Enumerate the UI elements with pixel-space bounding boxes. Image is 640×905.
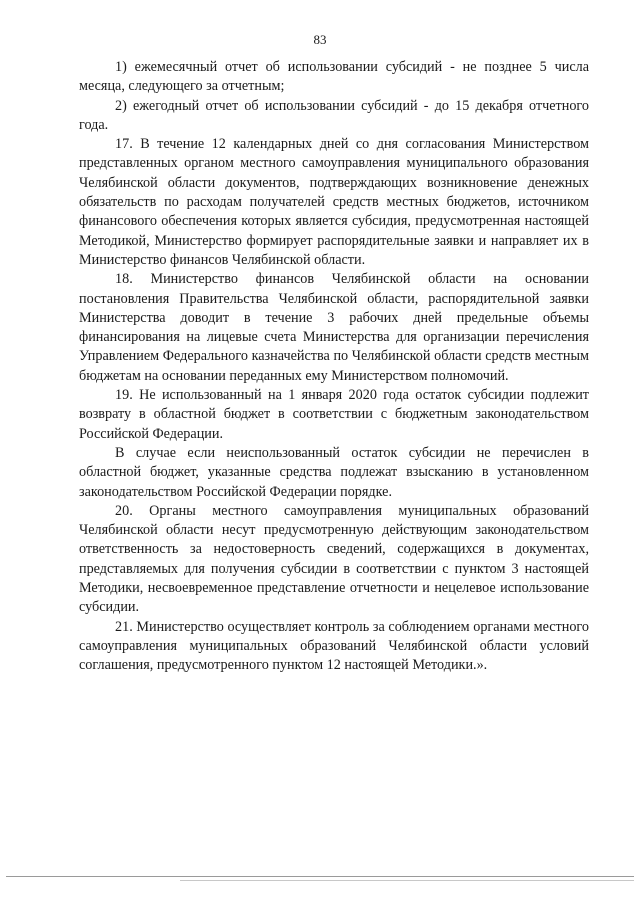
scan-edge-line-secondary <box>180 880 634 881</box>
document-body <box>79 58 589 676</box>
paragraph-monthly-report: 1) ежемесячный отчет об использовании субсидий - не позднее 5 числа месяца, следующего за отчетным; <box>79 59 589 95</box>
paragraph-item-17: 17. В течение 12 календарных дней со дня согласования Министерством представленных органом местного самоуправления муниципального образования Челябинской области документов, подтверждающих возникновение денежных обязательств по расходам получателей средств местных бюджетов, источником финансового обеспечения которых является субсидия, предусмотренная настоящей Методикой, Министерство формирует распорядительные заявки и направляет их в Министерство финансов Челябинской области. <box>79 136 589 268</box>
paragraph-unused-balance: В случае если неиспользованный остаток субсидии не перечислен в областной бюджет, указанные средства подлежат взысканию в установленном законодательством Российской Федерации порядке. <box>79 444 589 500</box>
paragraph-annual-report: 2) ежегодный отчет об использовании субсидий - до 15 декабря отчетного года. <box>79 97 589 133</box>
scan-edge-line <box>6 876 634 877</box>
paragraph-item-19: 19. Не использованный на 1 января 2020 года остаток субсидии подлежит возврату в областной бюджет в соответствии с бюджетным законодательством Российской Федерации. <box>79 387 589 442</box>
paragraph-item-21: 21. Министерство осуществляет контроль за соблюдением органами местного самоуправления муниципальных образований Челябинской области условий соглашения, предусмотренного пунктом 12 настоящей Методики.». <box>79 618 589 674</box>
paragraph-item-20: 20. Органы местного самоуправления муниципальных образований Челябинской области несут предусмотренную действующим законодательством ответственность за недостоверность сведений, содержащихся в документах, представляемых для получения субсидии в соответствии с пунктом 3 настоящей Методики, несвоевременное представление отчетности и нецелевое использование субсидии. <box>79 502 589 616</box>
page-number: 83 <box>313 32 327 47</box>
paragraph-item-18: 18. Министерство финансов Челябинской области на основании постановления Правительства Челябинской области, распорядительной заявки Министерства доводит в течение 3 рабочих дней предельные объемы финансирования на лицевые счета Министерства для организации перечисления Управлением Федерального казначейства по Челябинской области средств местным бюджетам на основании переданных ему Министерством полномочий. <box>79 271 589 384</box>
